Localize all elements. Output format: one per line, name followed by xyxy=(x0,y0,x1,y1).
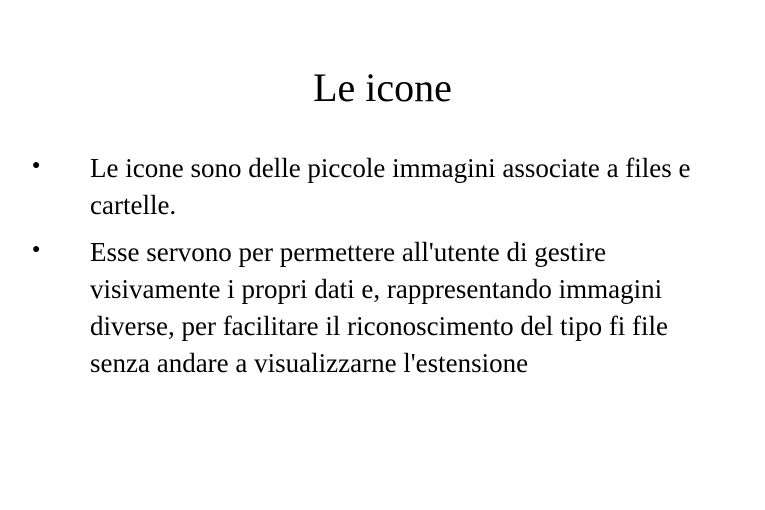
slide-title: Le icone xyxy=(313,65,452,110)
bullet-text: Esse servono per permettere all'utente di gestire visivamente i propri dati e, rappresentando immagini diverse, per facilitare il riconoscimento del tipo fi file senza andare a visualizzarne l'estensione xyxy=(90,237,669,378)
bullet-icon: ● xyxy=(32,242,41,257)
bullet-text: Le icone sono delle piccole immagini associate a files e cartelle. xyxy=(90,153,691,220)
bullet-icon: ● xyxy=(32,158,41,173)
